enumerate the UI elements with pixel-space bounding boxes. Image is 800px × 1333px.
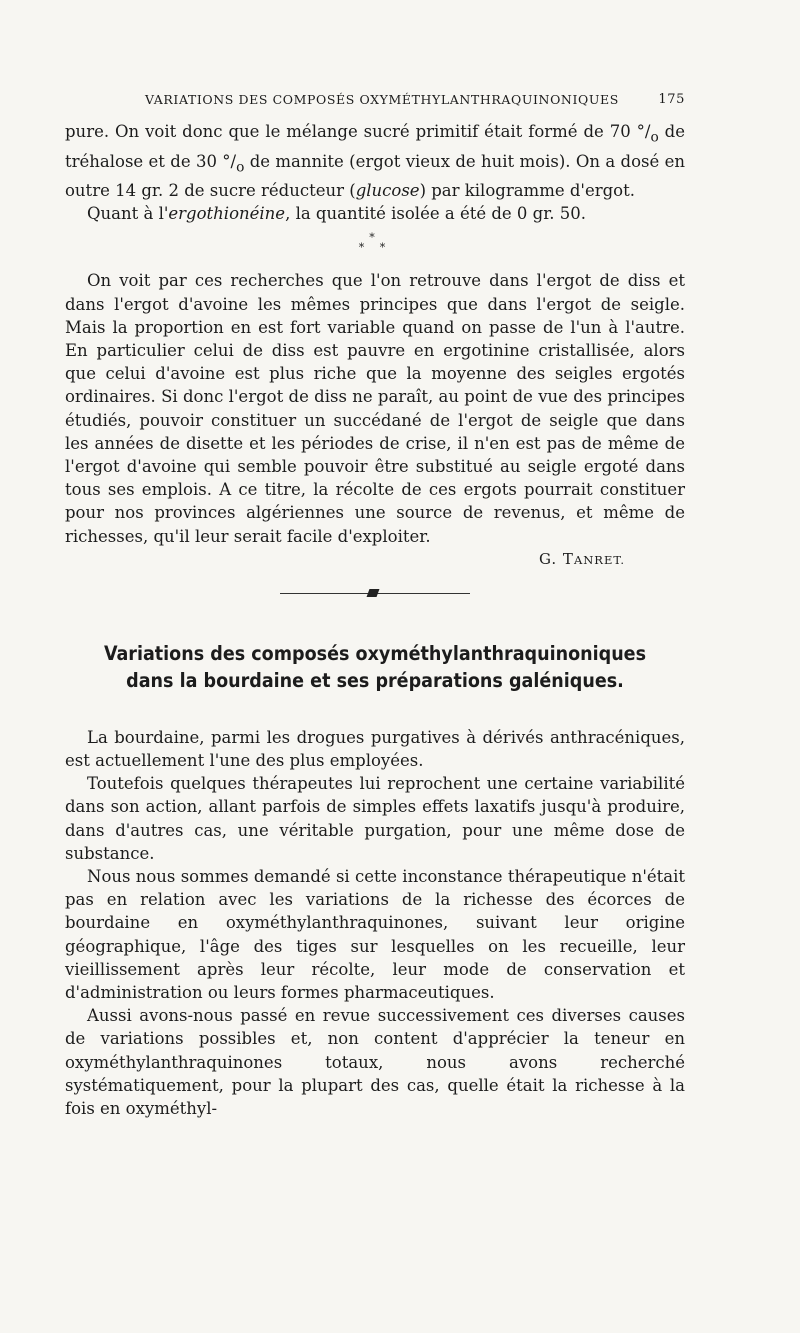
paragraph-method: Aussi avons-nous passé en revue successivement ces diverses causes de variations possibles et, non content d'apprécier la teneur en oxyméthylanthraquinones totaux, nous avons recherché systématiquement, pour la plupart des cas, quelle était la richesse à la fois en oxyméthyl- xyxy=(65,1006,685,1119)
paragraph-ergot-comparison: On voit par ces recherches que l'on retrouve dans l'ergot de diss et dans l'ergot d'avoine les mêmes principes que dans l'ergot de seigle. Mais la proportion en est fort variable quand on passe de l'un à l'autre. En particulier celui de diss est pauvre en ergotinine cristallisée, alors que celui d'avoine est plus riche que la moyenne des seigles ergotés ordinaires. Si donc l'ergot de diss ne paraît, au point de vue des principes étudiés, pouvoir constituer un succédané de l'ergot de seigle que dans les années de disette et les périodes de crise, il n'en est pas de même de l'ergot d'avoine qui semble pouvoir être substitué au seigle ergoté dans tous ses emplois. A ce titre, la récolte de ces ergots pourrait constituer pour nos provinces algériennes une source de revenus, et même de richesses, qu'il leur serait facile d'exploiter. xyxy=(65,271,685,546)
subscript-o: o xyxy=(650,129,659,146)
article-title-line2: dans la bourdaine et ses préparations galéniques. xyxy=(126,668,624,692)
text-run: de tréhalose et de 30 °/ xyxy=(65,122,685,171)
asterism-bottom: * * xyxy=(358,241,392,255)
text-run: de mannite (ergot vieux de huit mois). On a dosé en outre 14 gr. 2 de sucre réducteur ( xyxy=(65,151,685,200)
article-title-line1: Variations des composés oxyméthylanthraquinoniques xyxy=(103,641,647,665)
paragraph-bourdaine-intro: La bourdaine, parmi les drogues purgatives à dérivés anthracéniques, est actuellement l'une des plus employées. xyxy=(65,727,685,771)
rule-ornament-icon xyxy=(367,589,380,597)
running-title: VARIATIONS DES COMPOSÉS OXYMÉTHYLANTHRAQUINONIQUES xyxy=(145,92,619,107)
text-run: Quant à l' xyxy=(87,204,169,224)
ornamental-rule xyxy=(280,588,470,598)
asterism-separator xyxy=(65,233,685,253)
paragraph-hypothesis: Nous nous sommes demandé si cette inconstance thérapeutique n'était pas en relation avec les variations de la richesse des écorces de bourdaine en oxyméthylanthraquinones, suivant leur origine géographique, l'âge des tiges sur lesquelles on les recueille, leur vieillissement après leur récolte, leur mode de conservation et d'administration ou leurs formes pharmaceutiques. xyxy=(65,867,685,1003)
section-divider xyxy=(65,588,685,598)
paragraph-conclusion-sugars xyxy=(65,120,685,202)
text-run: , la quantité isolée a été de 0 gr. 50. xyxy=(285,204,587,224)
signature-smallcaps: ANRET. xyxy=(573,552,625,567)
page-number: 175 xyxy=(658,92,685,107)
asterism-top: * xyxy=(369,231,381,245)
article-title xyxy=(65,640,685,694)
author-signature xyxy=(65,550,625,568)
paragraph-variability: Toutefois quelques thérapeutes lui reprochent une certaine variabilité dans son action, allant parfois de simples effets laxatifs jusqu'à produire, dans d'autres cas, une véritable purgation, pour une même dose de substance. xyxy=(65,774,685,863)
signature-initial: G. T xyxy=(538,549,574,568)
paragraph-ergothioneine xyxy=(65,202,685,225)
running-header xyxy=(65,92,685,120)
italic-term-glucose: glucose xyxy=(355,181,420,200)
document-page xyxy=(65,92,685,1120)
text-run: pure. On voit donc que le mélange sucré primitif était formé de 70 °/ xyxy=(65,122,651,141)
text-run: ) par kilogramme d'ergot. xyxy=(419,181,635,200)
subscript-o: o xyxy=(236,158,245,175)
italic-term-ergothioneine: ergothionéine xyxy=(168,204,286,224)
